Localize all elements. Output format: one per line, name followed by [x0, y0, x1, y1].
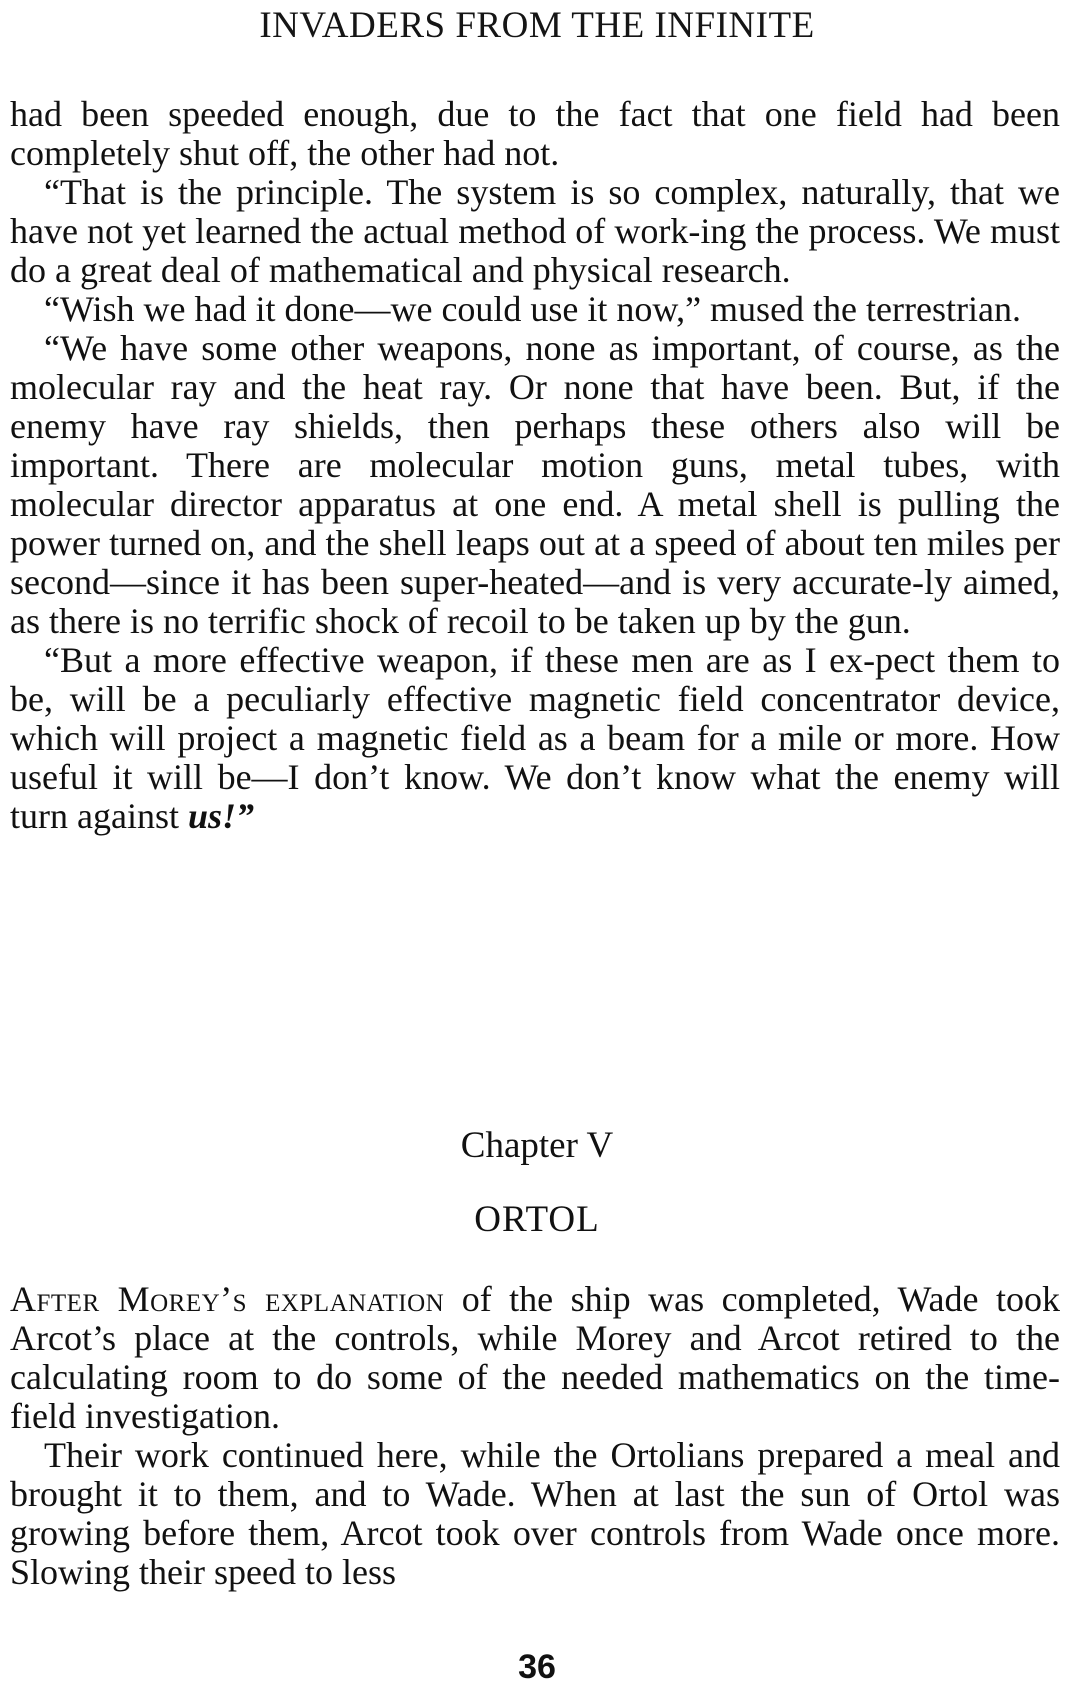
running-header: INVADERS FROM THE INFINITE	[259, 5, 815, 46]
body-text-section-two	[10, 1280, 1060, 1592]
body-text-section-one	[10, 95, 1060, 836]
paragraph: “We have some other weapons, none as important, of course, as the molecular ray and the heat ray. Or none that have been. But, if the enemy have ray shields, then perhaps these others also will be important. There are molecular motion guns, metal tubes, with molecular director apparatus at one end. A metal shell is pulling the power turned on, and the shell leaps out at a speed of about ten miles per second—since it has been super-heated—and is very accurate-ly aimed, as there is no terrific shock of recoil to be taken up by the gun.	[10, 328, 1060, 641]
lead-in-small-caps: After Morey’s explanation	[10, 1279, 445, 1319]
opening-paragraph	[10, 1280, 1060, 1436]
paragraph-text: of the ship was completed, Wade took Arcot’s place at the controls, while Morey and Arcot retired to the calculating room to do some of the needed mathematics on the time-field investigation.	[10, 1279, 1061, 1436]
paragraph: had been speeded enough, due to the fact that one field had been completely shut off, the other had not.	[10, 94, 1060, 173]
chapter-title: ORTOL	[474, 1199, 600, 1240]
paragraph	[10, 641, 1060, 836]
paragraph: “Wish we had it done—we could use it now,” mused the terrestrian.	[44, 289, 1021, 329]
paragraph: “That is the principle. The system is so complex, naturally, that we have not yet learned the actual method of work-ing the process. We must do a great deal of mathematical and physical research.	[10, 172, 1060, 290]
paragraph: Their work continued here, while the Ortolians prepared a meal and brought it to them, and to Wade. When at last the sun of Ortol was growing before them, Arcot took over controls from Wade once more. Slowing their speed to less	[10, 1435, 1060, 1592]
emphasized-word: us!”	[187, 796, 255, 836]
paragraph-text: “But a more effective weapon, if these men are as I ex-pect them to be, will be a peculiarly effective magnetic field concentrator device, which will project a magnetic field as a beam for a mile or more. How useful it will be—I don’t know. We don’t know what the enemy will turn against	[10, 640, 1060, 836]
chapter-number: Chapter V	[460, 1125, 614, 1166]
page-number: 36	[518, 1648, 556, 1686]
